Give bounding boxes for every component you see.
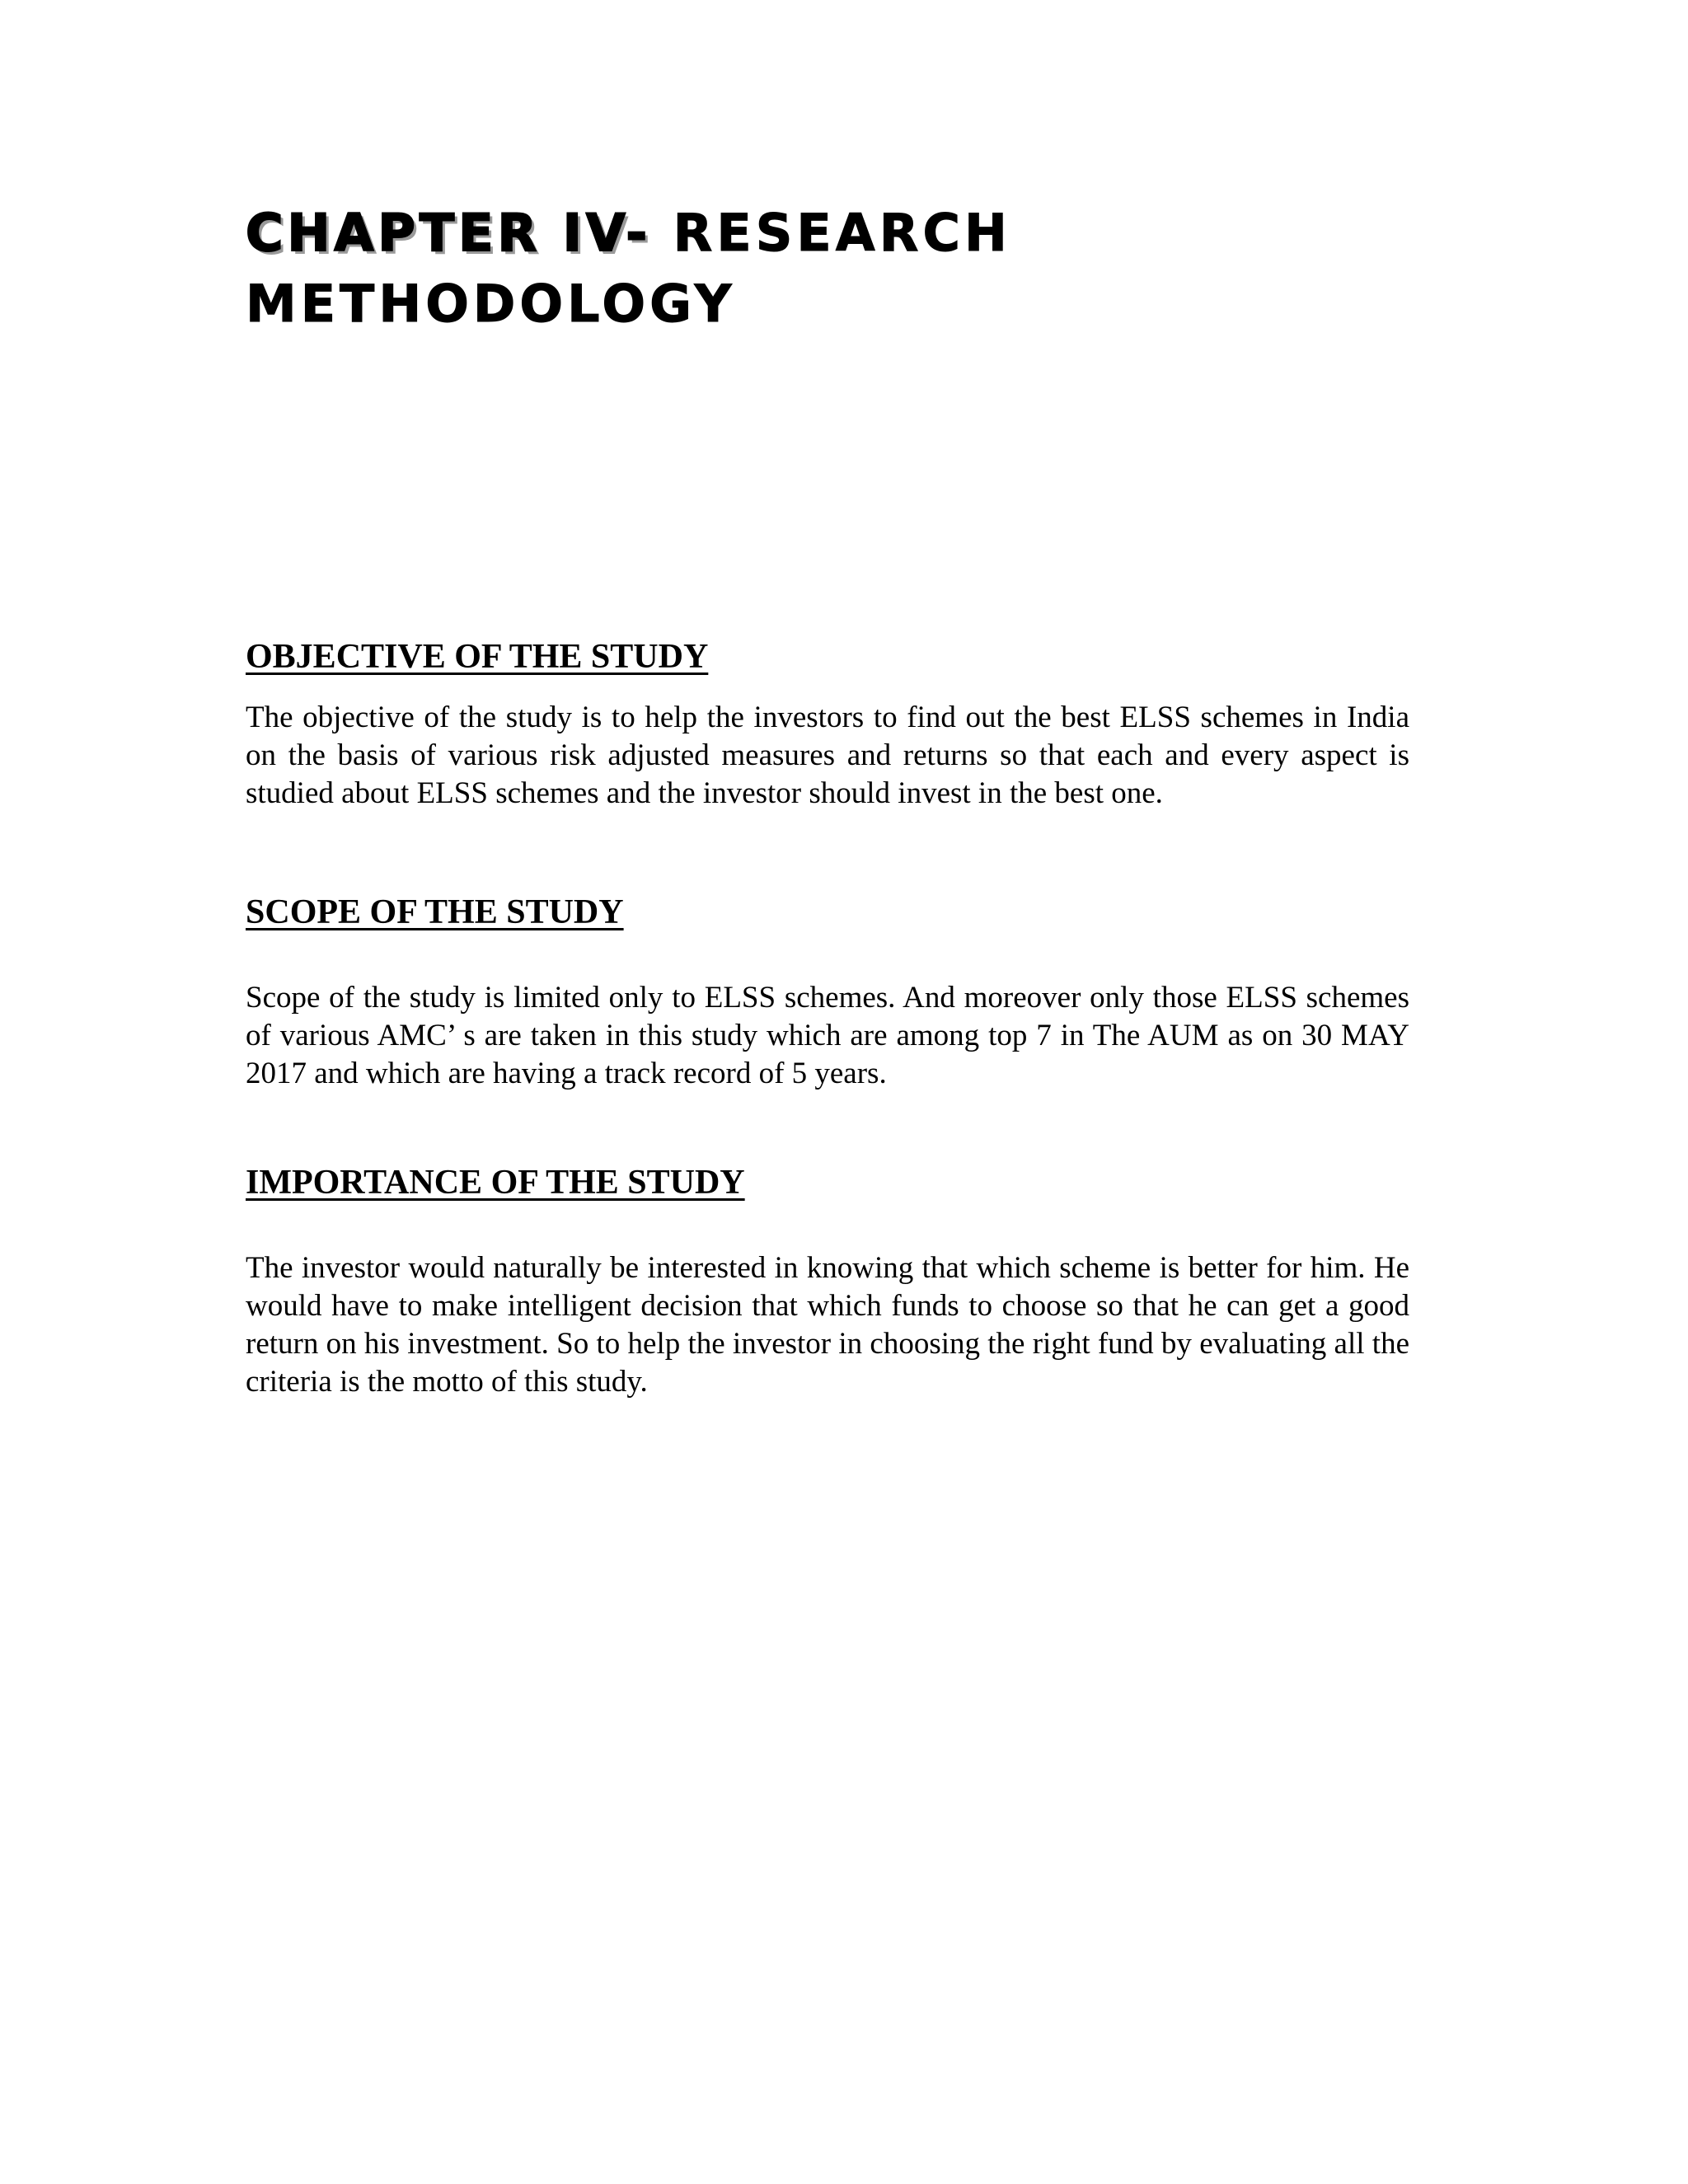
chapter-title-plain-part: RESEARCH bbox=[651, 203, 1011, 263]
section-body-importance: The investor would naturally be interested in knowing that which scheme is better for him. He would have to make intelligent decision that which funds to choose so that he can get a good return on his investment. So to help the investor in choosing the right fund by evaluating all the criteria is the motto of this study. bbox=[246, 1251, 1409, 1399]
section-heading-objective: OBJECTIVE OF THE STUDY bbox=[246, 638, 709, 676]
section-heading-importance: IMPORTANCE OF THE STUDY bbox=[246, 1164, 745, 1202]
section-importance bbox=[246, 1162, 1409, 1401]
chapter-title-shadowed-part: CHAPTER IV- bbox=[246, 203, 652, 263]
section-body-objective: The objective of the study is to help the investors to find out the best ELSS schemes in India on the basis of various risk adjusted measures and returns so that each and every aspect is studied about ELSS schemes and the investor should invest in the best one. bbox=[246, 701, 1409, 810]
chapter-title bbox=[246, 198, 1011, 340]
chapter-title-line2: METHODOLOGY bbox=[246, 274, 736, 334]
section-scope bbox=[246, 892, 1409, 1093]
section-heading-scope: SCOPE OF THE STUDY bbox=[246, 893, 624, 931]
section-objective bbox=[246, 636, 1409, 813]
section-body-scope: Scope of the study is limited only to ELSS schemes. And moreover only those ELSS schemes of various AMC’ s are taken in this study which are among top 7 in The AUM as on 30 MAY 2017 and which are having a track record of 5 years. bbox=[246, 981, 1409, 1090]
